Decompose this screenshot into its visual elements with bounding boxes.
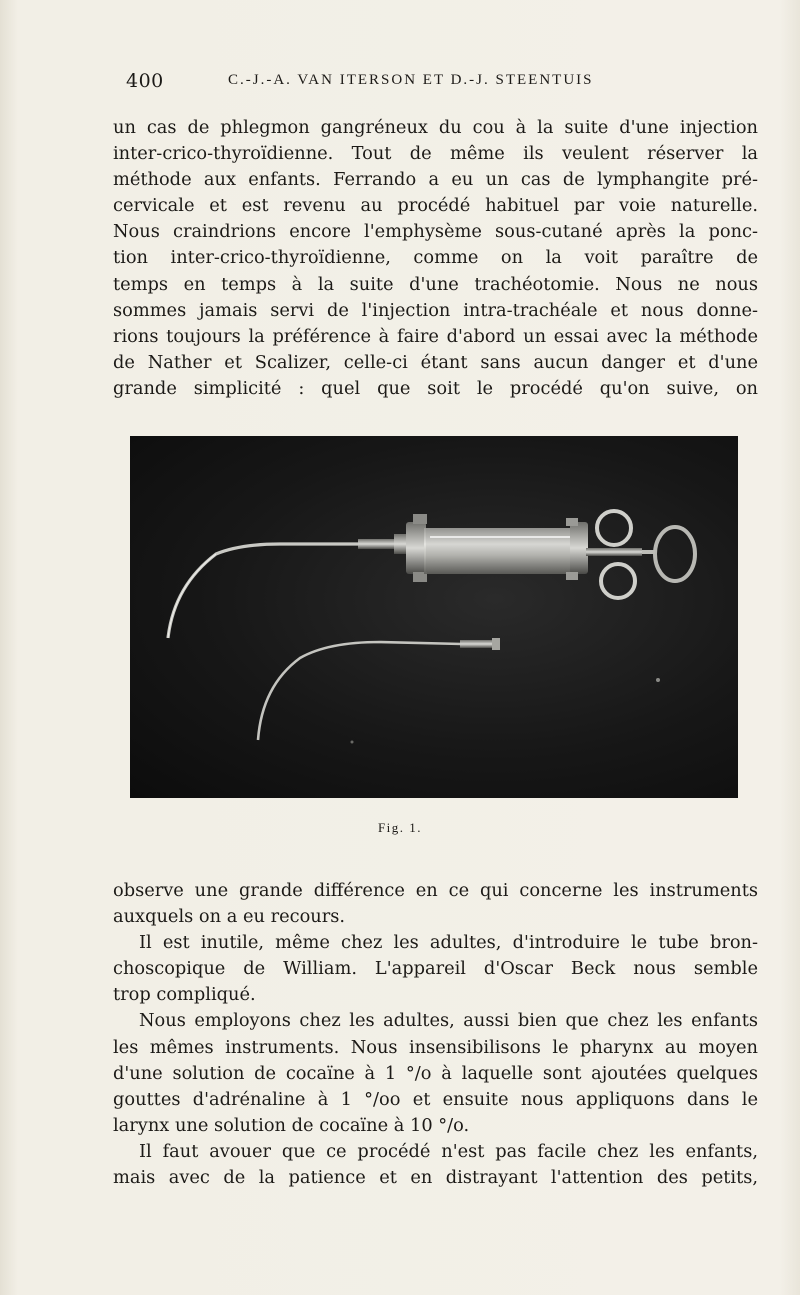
- page-number: 400: [126, 70, 164, 92]
- figure-caption: Fig. 1.: [377, 820, 423, 835]
- text-line: Il est inutile, même chez les adultes, d'introduire le tube bron-: [139, 932, 758, 954]
- paragraph-top: [113, 115, 758, 402]
- figure-photo-syringe: [130, 436, 738, 798]
- text-line: rions toujours la préférence à faire d'abord un essai avec la méthode: [113, 325, 758, 347]
- text-line: les mêmes instruments. Nous insensibilisons le pharynx au moyen: [113, 1036, 758, 1058]
- text-line: Nous craindrions encore l'emphysème sous-cutané après la ponc-: [113, 221, 758, 243]
- text-line: tion inter-crico-thyroïdienne, comme on la voit paraître de: [113, 247, 758, 269]
- text-line: d'une solution de cocaïne à 1 °/o à laquelle sont ajoutées quelques: [113, 1062, 758, 1084]
- text-line: larynx une solution de cocaïne à 10 °/o.: [113, 1114, 470, 1136]
- text-line: choscopique de William. L'appareil d'Oscar Beck nous semble: [113, 958, 758, 980]
- running-title: C.-J.-A. VAN ITERSON ET D.-J. STEENTUIS: [228, 72, 594, 88]
- text-line: Nous employons chez les adultes, aussi bien que chez les enfants: [139, 1010, 758, 1032]
- text-line: Il faut avouer que ce procédé n'est pas facile chez les enfants,: [139, 1140, 758, 1162]
- text-line: sommes jamais servi de l'injection intra-trachéale et nous donne-: [113, 299, 758, 321]
- text-line: mais avec de la patience et en distrayant l'attention des petits,: [113, 1167, 758, 1189]
- text-line: méthode aux enfants. Ferrando a eu un cas de lymphangite pré-: [113, 169, 758, 191]
- text-line: observe une grande différence en ce qui concerne les instruments: [113, 880, 758, 901]
- syringe-illustration: [130, 436, 738, 798]
- text-line: trop compliqué.: [113, 984, 256, 1006]
- paragraph-bottom: [113, 878, 758, 1191]
- text-line: cervicale et est revenu au procédé habituel par voie naturelle.: [113, 195, 758, 217]
- text-line: de Nather et Scalizer, celle-ci étant sans aucun danger et d'une: [113, 351, 758, 373]
- text-line: inter-crico-thyroïdienne. Tout de même ils veulent réserver la: [113, 143, 758, 165]
- text-line: auxquels on a eu recours.: [113, 906, 346, 928]
- text-line: un cas de phlegmon gangréneux du cou à la suite d'une injection: [113, 117, 758, 138]
- text-line: temps en temps à la suite d'une trachéotomie. Nous ne nous: [113, 273, 758, 295]
- text-line: gouttes d'adrénaline à 1 °/oo et ensuite nous appliquons dans le: [113, 1088, 758, 1110]
- page-header: [118, 70, 740, 100]
- text-line: grande simplicité : quel que soit le procédé qu'on suive, on: [113, 377, 758, 399]
